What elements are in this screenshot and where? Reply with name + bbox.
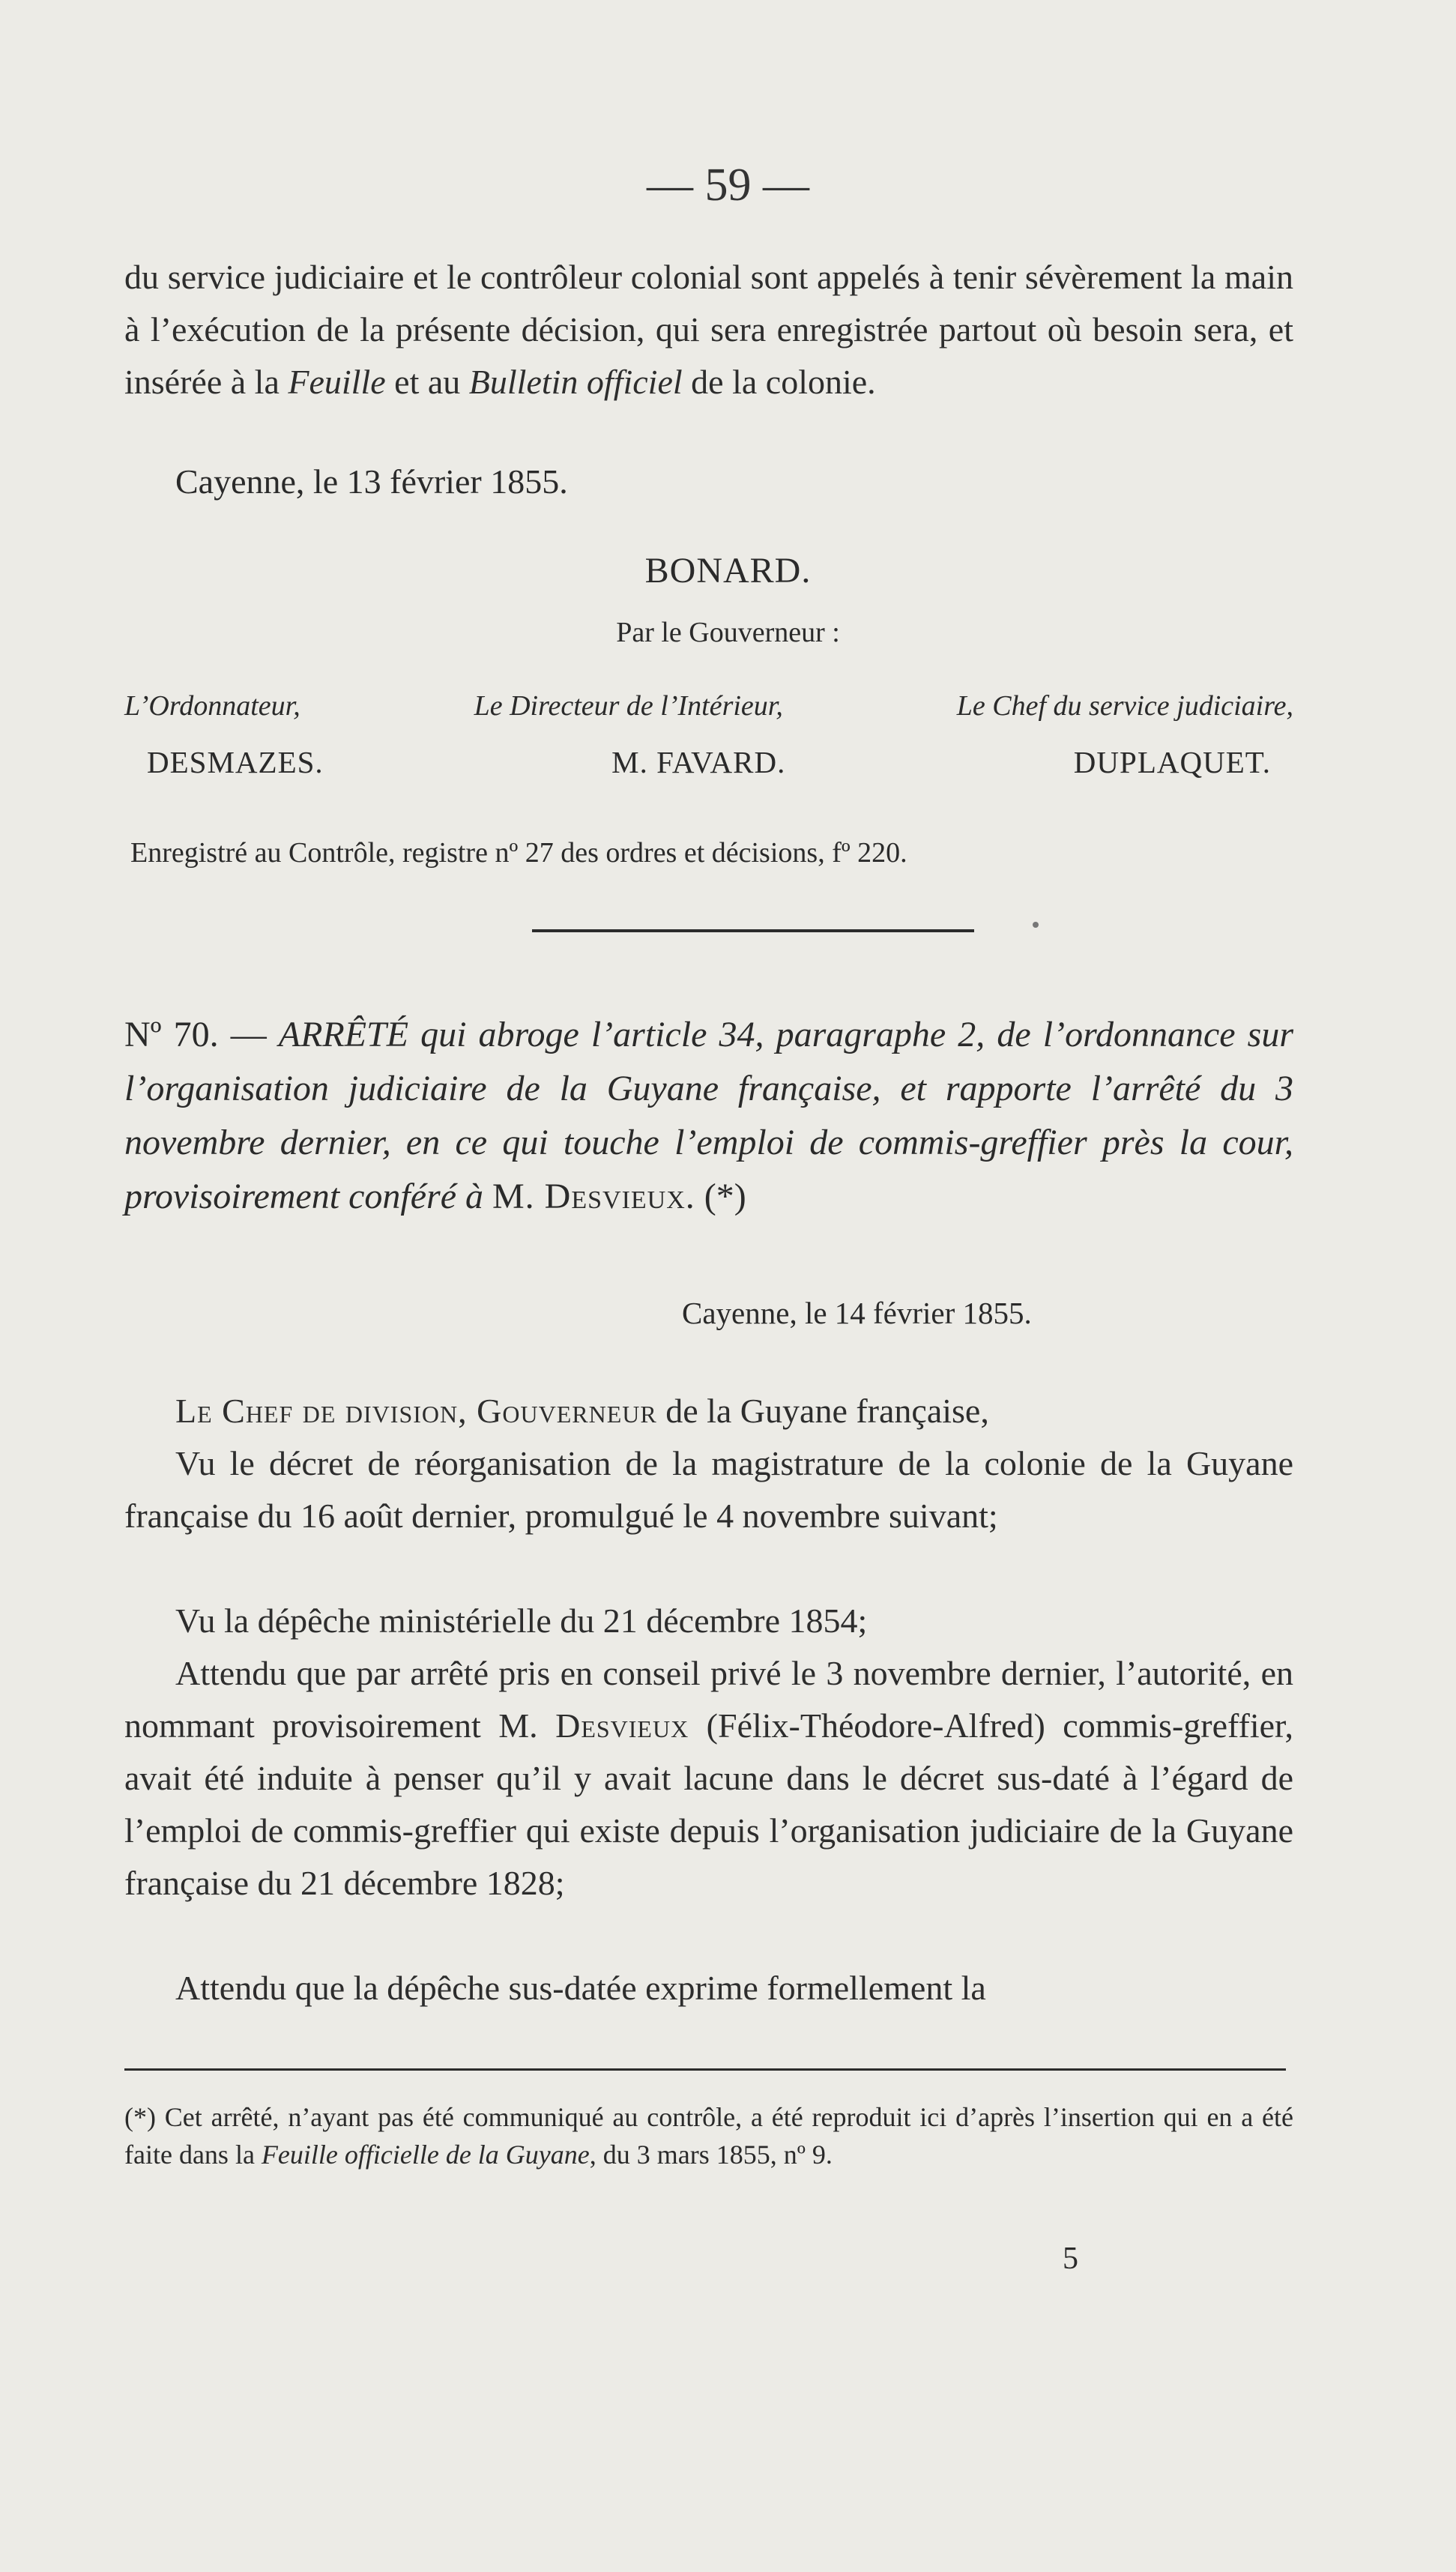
decree-name: M. Desvieux. xyxy=(492,1177,695,1216)
name-desmazes: DESMAZES. xyxy=(147,745,324,779)
intro-feuille: Feuille xyxy=(288,363,386,401)
par-le-gouverneur: Par le Gouverneur : xyxy=(616,617,840,648)
place-date: Cayenne, le 14 février 1855. xyxy=(682,1296,1032,1330)
ink-dot xyxy=(1033,922,1039,928)
title-ordonnateur: L’Ordonnateur, xyxy=(124,690,300,722)
footnote-before: (*) Cet arrêté, n’ayant pas été communiqué au contrôle, a été reproduit ici d’après l’insertion qui en a été faite dans la xyxy=(124,2102,1293,2170)
intro-bulletin: Bulletin officiel xyxy=(468,363,683,401)
official-titles xyxy=(124,689,1293,722)
section-divider xyxy=(532,929,974,932)
body-paragraph-4 xyxy=(124,1647,1293,1910)
name-favard: M. FAVARD. xyxy=(611,745,786,779)
body-paragraph-1 xyxy=(124,1385,1293,1437)
footnote-source: Feuille officielle de la Guyane xyxy=(261,2140,590,2170)
official-names xyxy=(124,744,1293,780)
decree-title: ARRÊTÉ qui abroge l’article 34, paragraphe 2, de l’ordonnance sur l’organisation judiciaire de la Guyane française, et rapporte l’arrêté du 3 novembre dernier, en ce qui touche l’emploi de commis-greffier près la cour, provisoirement conféré à xyxy=(124,1015,1294,1216)
page-number: — 59 — xyxy=(647,160,809,211)
title-chef: Le Chef du service judiciaire, xyxy=(956,690,1293,722)
chef-de-division: Le Chef de division, Gouverneur xyxy=(175,1392,657,1430)
intro-paragraph xyxy=(124,251,1293,408)
footnote-after: , du 3 mars 1855, nº 9. xyxy=(589,2140,833,2170)
p4-after: (Félix-Théodore-Alfred) commis-greffier, avait été induite à penser qu’il y avait lacune dans le décret sus-daté à l’égard de l’emploi de commis-greffier qui existe depuis l’organisation judiciaire de la Guyane française du 21 décembre 1828; xyxy=(124,1706,1293,1902)
decree-heading xyxy=(124,1008,1293,1224)
footnote xyxy=(124,2098,1293,2173)
date-line: Cayenne, le 13 février 1855. xyxy=(175,462,568,501)
intro-text-before: du service judiciaire et le contrôleur colonial sont appelés à tenir sévèrement la main à l’exécution de la présente décision, qui sera enregistrée partout où besoin sera, et insérée à la xyxy=(124,258,1293,401)
footnote-divider xyxy=(124,2068,1286,2071)
intro-text-after: de la colonie. xyxy=(682,363,876,401)
signature: BONARD. xyxy=(644,551,812,591)
body-paragraph-2: Vu le décret de réorganisation de la magistrature de la colonie de la Guyane française du 16 août dernier, promulgué le 4 novembre suivant; xyxy=(124,1444,1293,1535)
title-directeur: Le Directeur de l’Intérieur, xyxy=(474,690,783,722)
p4-before: Attendu que par arrêté pris en conseil privé le 3 novembre dernier, l’autorité, en nommant provisoirement M. xyxy=(124,1654,1293,1745)
intro-et-au: et au xyxy=(385,363,469,401)
p1-rest: de la Guyane française, xyxy=(656,1392,989,1430)
enregistrement-line: Enregistré au Contrôle, registre nº 27 des ordres et décisions, fº 220. xyxy=(130,837,907,869)
decree-note-ref: (*) xyxy=(695,1177,746,1216)
p4-name: Desvieux xyxy=(555,1706,689,1745)
sheet-signature: 5 xyxy=(1063,2242,1078,2276)
body-paragraph-3: Vu la dépêche ministérielle du 21 décembre 1854; xyxy=(175,1602,868,1640)
name-duplaquet: DUPLAQUET. xyxy=(1073,745,1271,779)
body-paragraph-5: Attendu que la dépêche sus-datée exprime formellement la xyxy=(175,1969,986,2007)
decree-number: Nº 70. — xyxy=(124,1015,279,1054)
